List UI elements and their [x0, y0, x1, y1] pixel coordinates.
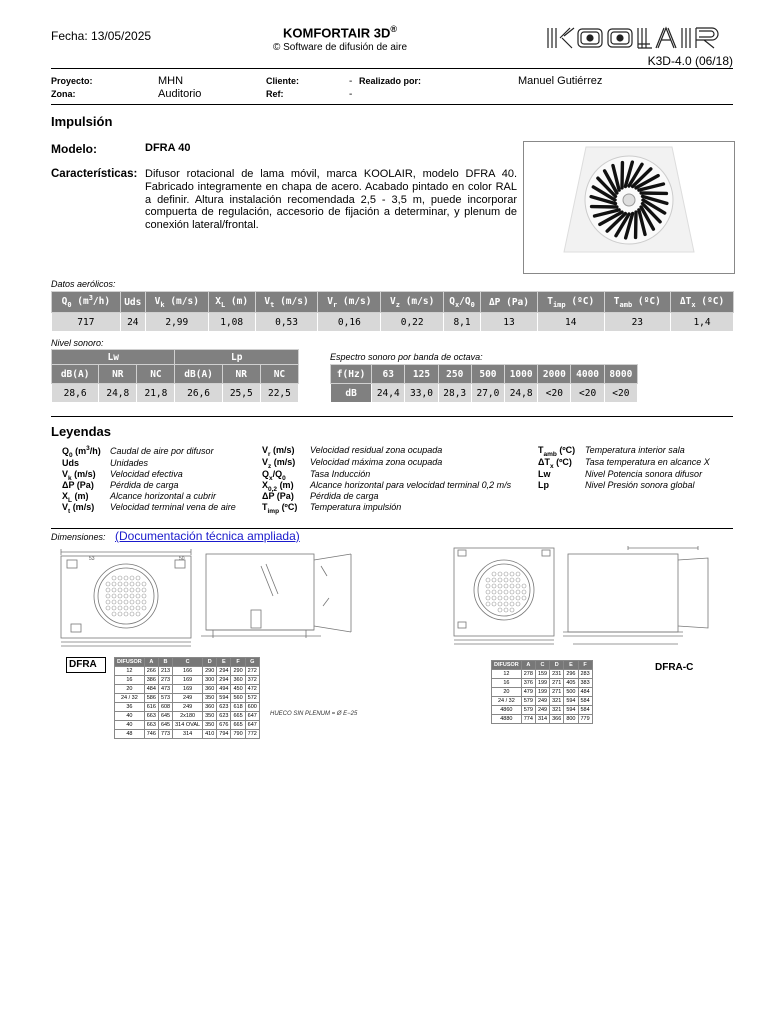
dfra-dim-cell: 608	[158, 703, 172, 712]
sonoro-cell: 22,5	[260, 384, 298, 403]
dfra-dim-cell: 249	[173, 694, 203, 703]
leyendas-title: Leyendas	[51, 424, 111, 439]
product-image	[523, 141, 735, 274]
legend-x02: $X_{0,2}$ (m) Alcance horizontal para velocidad terminal 0,2 m/s	[262, 480, 512, 493]
dfra-dim-cell: 360	[231, 676, 245, 685]
sonoro-header: dB(A)	[52, 365, 99, 384]
dfra-dim-header: D	[203, 658, 217, 667]
sonoro-header: NC	[260, 365, 298, 384]
zona-label: Zona:	[51, 89, 76, 99]
dfra-c-dim-cell: 271	[550, 688, 564, 697]
aero-header: $\Delta T_x$ (ºC)	[671, 292, 734, 313]
sonoro-header: dB(A)	[175, 365, 222, 384]
sonoro-cell: 24,8	[99, 384, 137, 403]
dfra-dim-cell: 294	[217, 676, 231, 685]
dfra-c-dim-cell: 16	[492, 679, 522, 688]
legend-dp: ΔP (Pa) Pérdida de carga	[62, 480, 179, 490]
dfra-dim-cell: 20	[115, 685, 145, 694]
dfra-dim-cell: 213	[158, 667, 172, 676]
dfra-c-dim-cell: 584	[578, 697, 592, 706]
dfra-dim-header: G	[245, 658, 259, 667]
dfra-dim-cell: 794	[217, 730, 231, 739]
dfra-dim-cell: 663	[144, 721, 158, 730]
dfra-dim-cell: 665	[231, 712, 245, 721]
proyecto-value: MHN	[158, 75, 184, 87]
caracteristicas-label: Características:	[51, 168, 138, 180]
espectro-freq: 500	[471, 365, 504, 384]
espectro-cell: 24,8	[505, 384, 538, 403]
sonoro-caption: Nivel sonoro:	[51, 338, 104, 348]
section-title: Impulsión	[51, 114, 113, 129]
dfra-dim-cell: 360	[203, 685, 217, 694]
sonoro-header: NR	[99, 365, 137, 384]
dfra-dim-cell: 249	[173, 703, 203, 712]
dfra-c-drawing	[448, 544, 733, 658]
dfra-dim-cell: 350	[203, 721, 217, 730]
dfra-dim-row	[115, 685, 260, 694]
aero-cell: 1,4	[671, 313, 734, 332]
divider	[51, 104, 733, 105]
espectro-row-label: dB	[331, 384, 372, 403]
dfra-dim-header: A	[144, 658, 158, 667]
dfra-dim-cell: 24 / 32	[115, 694, 145, 703]
dfra-dim-cell: 40	[115, 721, 145, 730]
realizado-value: Manuel Gutiérrez	[518, 75, 603, 87]
espectro-freq: 250	[438, 365, 471, 384]
dfra-dim-cell: 410	[203, 730, 217, 739]
caracteristicas-text: Difusor rotacional de lama móvil, marca KOOLAIR, modelo DFRA 40. Fabricado integramente en chapa de acero. Acabado pintado en color RAL a definir. Altura instalación recomendada 2,5 - 3,5 m, puede incorporar compuerta de regulación, accesorio de fijación a determinar, y plenum de conexión lateral/frontal.	[145, 168, 517, 232]
dfra-c-dim-cell: 199	[535, 688, 549, 697]
dfra-c-dim-header: C	[535, 661, 549, 670]
aero-header: Uds	[120, 292, 145, 313]
dfra-c-dim-row	[492, 697, 593, 706]
dfra-dim-cell: 586	[144, 694, 158, 703]
dfra-dim-cell: 360	[203, 703, 217, 712]
ref-label: Ref:	[266, 89, 284, 99]
dfra-c-dim-cell: 278	[521, 670, 535, 679]
legend-qx: $Q_x/Q_0$ Tasa Inducción	[262, 469, 371, 482]
dfra-c-dim-cell: 321	[550, 706, 564, 715]
dfra-dim-cell: 48	[115, 730, 145, 739]
sonoro-header: NR	[222, 365, 260, 384]
dfra-c-dim-cell: 500	[564, 688, 578, 697]
legend-lp: Lp Nivel Presión sonora global	[538, 480, 695, 490]
dfra-c-dim-row	[492, 715, 593, 724]
dfra-dim-cell: 450	[231, 685, 245, 694]
lp-group-header: Lp	[175, 350, 299, 365]
espectro-cell: <20	[604, 384, 637, 403]
legend-vt: $V_t$ (m/s) Velocidad terminal vena de aire	[62, 502, 236, 515]
dfra-c-dim-cell: 321	[550, 697, 564, 706]
dfra-dim-row	[115, 676, 260, 685]
dfra-dim-cell: 290	[231, 667, 245, 676]
modelo-label: Modelo:	[51, 142, 97, 156]
dfra-dim-row	[115, 730, 260, 739]
aero-header: $Q_x/Q_0$	[444, 292, 481, 313]
dfra-c-dim-cell: 12	[492, 670, 522, 679]
dfra-c-dim-cell: 594	[564, 697, 578, 706]
dfra-dim-cell: 314	[173, 730, 203, 739]
dfra-dim-cell: 314 OVAL	[173, 721, 203, 730]
dfra-c-label: DFRA-C	[655, 662, 694, 673]
dfra-c-dim-cell: 159	[535, 670, 549, 679]
dfra-dim-cell: 790	[231, 730, 245, 739]
dfra-dim-cell: 645	[158, 712, 172, 721]
dfra-dim-cell: 645	[158, 721, 172, 730]
aero-table	[51, 291, 734, 332]
dfra-c-dim-cell: 231	[550, 670, 564, 679]
dfra-dim-cell: 484	[144, 685, 158, 694]
version-label: K3D-4.0 (06/18)	[647, 54, 733, 68]
dfra-dim-cell: 16	[115, 676, 145, 685]
dfra-dim-cell: 300	[203, 676, 217, 685]
dfra-c-dim-cell: 4860	[492, 706, 522, 715]
dfra-dim-header: F	[231, 658, 245, 667]
dfra-c-dim-cell: 584	[578, 706, 592, 715]
legend-xl: $X_L$ (m) Alcance horizontal a cubrir	[62, 491, 217, 504]
dfra-dim-cell: 594	[217, 694, 231, 703]
aero-caption: Datos aerólicos:	[51, 279, 116, 289]
app-subtitle: © Software de difusión de aire	[272, 42, 408, 53]
dfra-dim-cell: 473	[158, 685, 172, 694]
dfra-dim-row	[115, 703, 260, 712]
dfra-dim-cell: 494	[217, 685, 231, 694]
dfra-dim-cell: 372	[245, 676, 259, 685]
dfra-dim-cell: 560	[231, 694, 245, 703]
dfra-dim-header: C	[173, 658, 203, 667]
aero-header: $V_k$ (m/s)	[145, 292, 208, 313]
dfra-dim-cell: 273	[158, 676, 172, 685]
documentacion-link[interactable]: (Documentación técnica ampliada)	[115, 529, 300, 543]
dfra-c-dim-cell: 366	[550, 715, 564, 724]
dfra-dim-row	[115, 721, 260, 730]
aero-cell: 23	[604, 313, 671, 332]
espectro-freq: 8000	[604, 365, 637, 384]
dfra-c-dim-header: E	[564, 661, 578, 670]
dfra-dim-cell: 647	[245, 712, 259, 721]
realizado-label: Realizado por:	[359, 76, 422, 86]
dfra-c-dim-cell: 405	[564, 679, 578, 688]
sonoro-cell: 28,6	[52, 384, 99, 403]
dfra-c-dim-cell: 314	[535, 715, 549, 724]
dfra-c-dim-header: D	[550, 661, 564, 670]
dfra-dim-cell: 746	[144, 730, 158, 739]
dfra-dim-cell: 290	[203, 667, 217, 676]
aero-cell: 1,08	[208, 313, 255, 332]
dfra-dim-cell: 618	[231, 703, 245, 712]
espectro-cell: <20	[571, 384, 604, 403]
espectro-freq: 4000	[571, 365, 604, 384]
dfra-dim-cell: 386	[144, 676, 158, 685]
dfra-dim-cell: 350	[203, 694, 217, 703]
dfra-c-dim-cell: 383	[578, 679, 592, 688]
dfra-c-dim-cell: 376	[521, 679, 535, 688]
dfra-dim-cell: 266	[144, 667, 158, 676]
aero-header: $X_L$ (m)	[208, 292, 255, 313]
dfra-c-dim-cell: 774	[521, 715, 535, 724]
dfra-c-dim-cell: 579	[521, 706, 535, 715]
app-title: KOMFORTAIR 3D®	[282, 24, 397, 41]
dfra-dim-header: E	[217, 658, 231, 667]
dfra-dim-cell: 623	[217, 712, 231, 721]
dfra-dim-cell: 294	[217, 667, 231, 676]
dfra-c-dim-header: A	[521, 661, 535, 670]
dfra-dim-cell: 647	[245, 721, 259, 730]
sonoro-cell: 21,8	[137, 384, 175, 403]
aero-header: $T_{imp}$ (ºC)	[537, 292, 604, 313]
dfra-c-dim-table	[491, 660, 593, 724]
legend-dp2: ΔP (Pa) Pérdida de carga	[262, 491, 379, 501]
divider	[51, 68, 733, 69]
dfra-c-dim-cell: 271	[550, 679, 564, 688]
dfra-dim-cell: 600	[245, 703, 259, 712]
legend-tamb: $T_{amb}$ (ºC) Temperatura interior sala	[538, 445, 685, 458]
legend-vr: $V_r$ (m/s) Velocidad residual zona ocupada	[262, 445, 443, 458]
aero-header: $T_{amb}$ (ºC)	[604, 292, 671, 313]
dfra-dim-cell: 676	[217, 721, 231, 730]
dfra-dim-cell: 472	[245, 685, 259, 694]
dfra-c-dim-cell: 249	[535, 697, 549, 706]
dfra-drawing	[51, 546, 356, 654]
legend-timp: $T_{imp}$ (ºC) Temperatura impulsión	[262, 502, 402, 515]
dfra-c-dim-cell: 199	[535, 679, 549, 688]
dfra-dim-cell: 772	[245, 730, 259, 739]
legend-q0: $Q_0$ $(m^3/h)$ Caudal de aire por difusor	[62, 445, 214, 459]
dfra-c-dim-cell: 779	[578, 715, 592, 724]
sonoro-header: NC	[137, 365, 175, 384]
dfra-dim-cell: 40	[115, 712, 145, 721]
aero-header: $Q_0$ $(m^3/h)$	[52, 292, 121, 313]
espectro-cell: 33,0	[405, 384, 438, 403]
aero-header: $V_z$ (m/s)	[381, 292, 444, 313]
dfra-dim-cell: 665	[231, 721, 245, 730]
divider	[51, 416, 733, 417]
dfra-dim-cell: 663	[144, 712, 158, 721]
espectro-freq: 2000	[538, 365, 571, 384]
espectro-freq: 1000	[505, 365, 538, 384]
dfra-c-dim-cell: 24 / 32	[492, 697, 522, 706]
aero-cell: 24	[120, 313, 145, 332]
espectro-freq: 125	[405, 365, 438, 384]
dfra-dim-table	[114, 657, 260, 739]
dfra-dim-cell: 36	[115, 703, 145, 712]
legend-uds: Uds Unidades	[62, 458, 149, 468]
espectro-cell: <20	[538, 384, 571, 403]
aero-header: $V_r$ (m/s)	[318, 292, 381, 313]
dfra-dim-cell: 623	[217, 703, 231, 712]
ref-value: -	[349, 89, 353, 100]
plenum-note: HUECO SIN PLENUM = Ø E−25	[270, 711, 358, 717]
dfra-c-dim-cell: 20	[492, 688, 522, 697]
espectro-row-label: f(Hz)	[331, 365, 372, 384]
dfra-label: DFRA	[66, 657, 106, 673]
dfra-dim-cell: 350	[203, 712, 217, 721]
aero-header: ΔP (Pa)	[481, 292, 538, 313]
dfra-c-dim-cell: 479	[521, 688, 535, 697]
lw-group-header: Lw	[52, 350, 175, 365]
dfra-dim-cell: 169	[173, 676, 203, 685]
sonoro-cell: 25,5	[222, 384, 260, 403]
espectro-cell: 28,3	[438, 384, 471, 403]
espectro-cell: 27,0	[471, 384, 504, 403]
dfra-c-dim-cell: 4880	[492, 715, 522, 724]
aero-cell: 0,53	[255, 313, 318, 332]
sonoro-cell: 26,6	[175, 384, 222, 403]
dfra-dim-cell: 572	[245, 694, 259, 703]
aero-cell: 0,22	[381, 313, 444, 332]
svg-text:50: 50	[179, 556, 185, 562]
cliente-label: Cliente:	[266, 76, 300, 86]
zona-value: Auditorio	[158, 88, 202, 100]
legend-dtx: $\Delta T_x$ (ºC) Tasa temperatura en alcance X	[538, 457, 710, 470]
dfra-dim-cell: 616	[144, 703, 158, 712]
dfra-c-dim-cell: 579	[521, 697, 535, 706]
dfra-dim-cell: 573	[158, 694, 172, 703]
espectro-table	[330, 364, 638, 403]
proyecto-label: Proyecto:	[51, 76, 93, 86]
dfra-dim-row	[115, 694, 260, 703]
sonoro-table	[51, 349, 299, 403]
date-label: Fecha: 13/05/2025	[51, 29, 152, 43]
dfra-dim-header: DIFUSOR	[115, 658, 145, 667]
dfra-c-dim-row	[492, 688, 593, 697]
dfra-dim-cell: 166	[173, 667, 203, 676]
cliente-value: -	[349, 76, 353, 87]
aero-cell: 14	[537, 313, 604, 332]
aero-cell: 8,1	[444, 313, 481, 332]
aero-cell: 13	[481, 313, 538, 332]
dfra-dim-row	[115, 667, 260, 676]
dfra-dim-cell: 169	[173, 685, 203, 694]
dfra-c-dim-row	[492, 670, 593, 679]
dfra-c-dim-header: DIFUSOR	[492, 661, 522, 670]
aero-cell: 717	[52, 313, 121, 332]
dfra-c-dim-row	[492, 679, 593, 688]
aero-cell: 2,99	[145, 313, 208, 332]
legend-vz: $V_z$ (m/s) Velocidad máxima zona ocupada	[262, 457, 443, 470]
aero-header: $V_t$ (m/s)	[255, 292, 318, 313]
dfra-c-dim-cell: 594	[564, 706, 578, 715]
legend-lw: Lw Nivel Potencia sonora difusor	[538, 469, 703, 479]
dfra-dim-header: B	[158, 658, 172, 667]
dfra-dim-row	[115, 712, 260, 721]
dfra-c-dim-header: F	[578, 661, 592, 670]
espectro-cell: 24,4	[372, 384, 405, 403]
dfra-dim-cell: 12	[115, 667, 145, 676]
dfra-dim-cell: 2x180	[173, 712, 203, 721]
dfra-c-dim-cell: 800	[564, 715, 578, 724]
dfra-c-dim-cell: 249	[535, 706, 549, 715]
espectro-caption: Espectro sonoro por banda de octava:	[330, 352, 483, 362]
dfra-c-dim-cell: 296	[564, 670, 578, 679]
espectro-freq: 63	[372, 365, 405, 384]
svg-text:53: 53	[89, 556, 95, 562]
dfra-c-dim-cell: 283	[578, 670, 592, 679]
dimensiones-caption: Dimensiones:	[51, 532, 106, 542]
legend-vk: $V_k$ (m/s) Velocidad efectiva	[62, 469, 183, 482]
dfra-c-dim-row	[492, 706, 593, 715]
dfra-c-dim-cell: 484	[578, 688, 592, 697]
koolair-logo	[546, 25, 734, 51]
aero-cell: 0,16	[318, 313, 381, 332]
dfra-dim-cell: 272	[245, 667, 259, 676]
modelo-value: DFRA 40	[145, 142, 191, 154]
dfra-dim-cell: 773	[158, 730, 172, 739]
